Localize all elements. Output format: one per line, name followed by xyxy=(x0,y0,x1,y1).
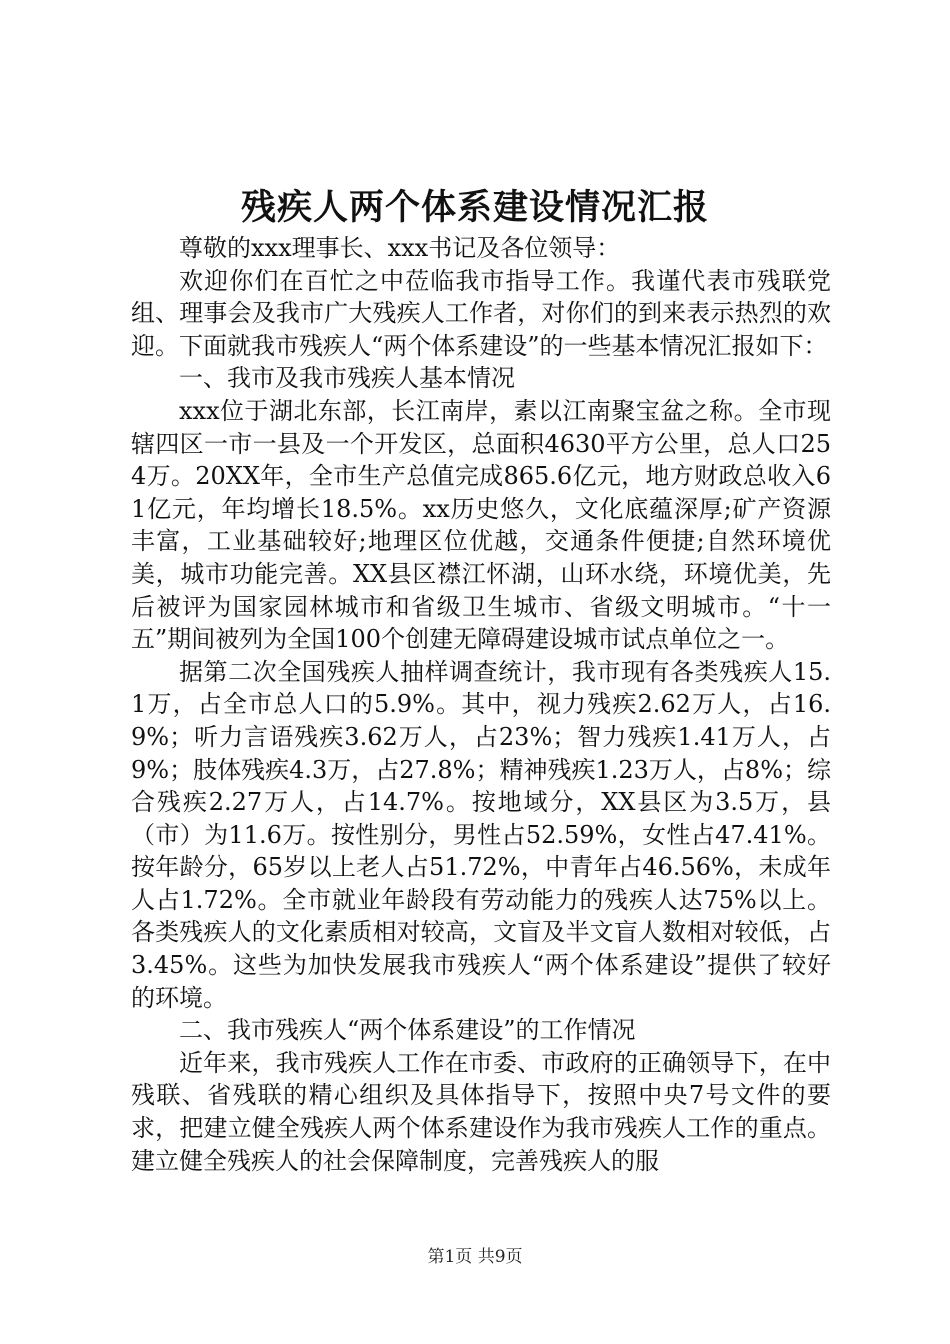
work-status-paragraph: 近年来，我市残疾人工作在市委、市政府的正确领导下，在中残联、省残联的精心组织及具体指导下，按照中央7号文件的要求，把建立健全残疾人两个体系建设作为我市残疾人工作的重点。建立健全残疾人的社会保障制度，完善残疾人的服 xyxy=(131,1048,831,1175)
document-title: 残疾人两个体系建设情况汇报 xyxy=(240,187,709,228)
section-heading-1: 一、我市及我市残疾人基本情况 xyxy=(179,364,515,393)
salutation: 尊敬的xxx理事长、xxx书记及各位领导： xyxy=(179,234,621,262)
document-body xyxy=(131,232,831,1177)
section-heading-2: 二、我市残疾人“两个体系建设”的工作情况 xyxy=(179,1016,636,1045)
intro-paragraph: 欢迎你们在百忙之中莅临我市指导工作。我谨代表市残联党组、理事会及我市广大残疾人工作者，对你们的到来表示热烈的欢迎。下面就我市残疾人“两个体系建设”的一些基本情况汇报如下： xyxy=(131,266,831,360)
city-overview-paragraph: xxx位于湖北东部，长江南岸，素以江南聚宝盆之称。全市现辖四区一市一县及一个开发区，总面积4630平方公里，总人口254万。20XX年，全市生产总值完成865.6亿元，地方财政总收入61亿元，年均增长18.5%。xx历史悠久，文化底蕴深厚;矿产资源丰富，工业基础较好;地理区位优越，交通条件便捷;自然环境优美，城市功能完善。XX县区襟江怀湖，山环水绕，环境优美，先后被评为国家园林城市和省级卫生城市、省级文明城市。“十一五”期间被列为全国100个创建无障碍建设城市试点单位之一。 xyxy=(131,396,831,654)
page-number-footer: 第1页 共9页 xyxy=(427,1247,523,1267)
statistics-paragraph: 据第二次全国残疾人抽样调查统计，我市现有各类残疾人15.1万，占全市总人口的5.9%。其中，视力残疾2.62万人，占16.9%；听力言语残疾3.62万人，占23%；智力残疾1.41万人，占9%；肢体残疾4.3万，占27.8%；精神残疾1.23万人，占8%；综合残疾2.27万人，占14.7%。按地域分，XX县区为3.5万，县（市）为11.6万。按性别分，男性占52.59%，女性占47.41%。按年龄分，65岁以上老人占51.72%，中青年占46.56%，未成年人占1.72%。全市就业年龄段有劳动能力的残疾人达75%以上。各类残疾人的文化素质相对较高，文盲及半文盲人数相对较低，占3.45%。这些为加快发展我市残疾人“两个体系建设”提供了较好的环境。 xyxy=(131,657,831,1012)
